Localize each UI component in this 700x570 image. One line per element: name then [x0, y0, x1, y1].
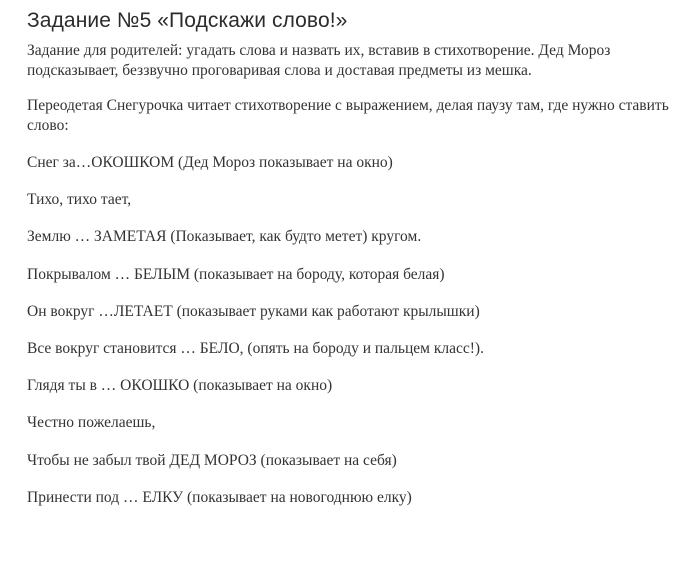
poem-line: Принести под … ЕЛКУ (показывает на новогоднюю елку)	[27, 488, 412, 506]
document-page	[27, 8, 677, 525]
poem-line: Снег за…ОКОШКОМ (Дед Мороз показывает на окно)	[27, 154, 393, 171]
poem-line: Он вокруг …ЛЕТАЕТ (показывает руками как работают крылышки)	[27, 302, 480, 320]
poem-line: Честно пожелаешь,	[27, 414, 156, 432]
poem-line: Покрывалом … БЕЛЫМ (показывает на бороду, которая белая)	[27, 265, 445, 283]
intro-paragraph-snegurochka: Переодетая Снегурочка читает стихотворение с выражением, делая паузу там, где нужно ставить слово:	[27, 97, 669, 134]
poem-line: Глядя ты в … ОКОШКО (показывает на окно)	[27, 377, 333, 395]
task-heading: Задание №5 «Подскажи слово!»	[27, 9, 348, 32]
poem-line: Тихо, тихо тает,	[27, 191, 132, 209]
intro-paragraph-parents: Задание для родителей: угадать слова и назвать их, вставив в стихотворение. Дед Мороз подсказывает, беззвучно проговаривая слова и доставая предметы из мешка.	[27, 42, 611, 79]
poem	[27, 153, 677, 508]
poem-line: Все вокруг становится … БЕЛО, (опять на бороду и пальцем класс!).	[27, 339, 484, 357]
poem-line: Чтобы не забыл твой ДЕД МОРОЗ (показывает на себя)	[27, 451, 397, 469]
poem-line: Землю … ЗАМЕТАЯ (Показывает, как будто метет) кругом.	[27, 228, 422, 246]
